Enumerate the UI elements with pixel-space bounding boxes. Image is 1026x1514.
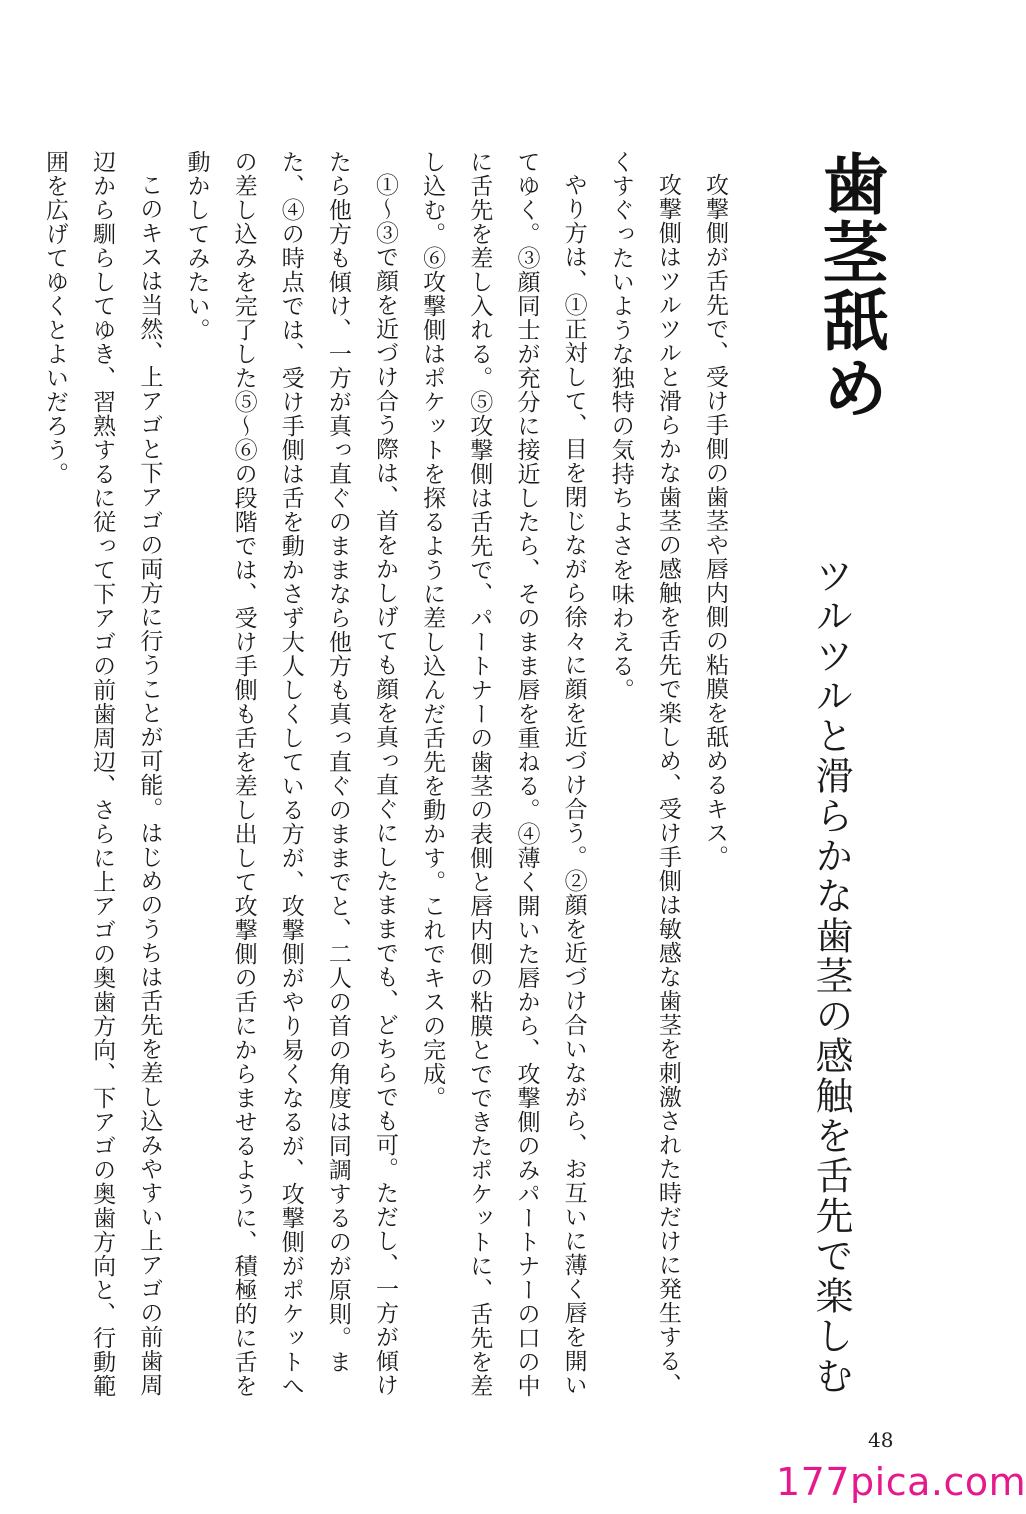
watermark: 177pica.com bbox=[776, 1460, 1026, 1504]
page-subtitle: ツルツルと滑らかな歯茎の感触を舌先で楽しむ bbox=[809, 556, 853, 1396]
body-paragraph: このキスは当然、上アゴと下アゴの両方に行うことが可能。はじめのうちは舌先を差し込みやすい上アゴの前歯周辺から馴らしてゆき、習熟するに従って下アゴの前歯周辺、さらに上アゴの奥歯方向、下アゴの奥歯方向と、行動範囲を広げてゆくとよいだろう。 bbox=[42, 150, 163, 1398]
page-number: 48 bbox=[868, 1428, 894, 1452]
page-title: 歯茎舐め bbox=[811, 150, 888, 422]
body-paragraph: ①〜③で顔を近づけ合う際は、首をかしげても顔を真っ直ぐにしたままでも、どちらでも可。ただし、一方が傾けたら他方も傾け、一方が真っ直ぐのままなら他方も真っ直ぐのままでと、二人の首の角度は同調するのが原則。また、④の時点では、受け手側は舌を動かさず大人しくしている方が、攻撃側がやり易くなるが、攻撃側がポケットへの差し込みを完了した⑤〜⑥の段階では、受け手側も舌を差し出して攻撃側の舌にからませるように、積極的に舌を動かしてみたい。 bbox=[183, 150, 399, 1398]
body-paragraph: 攻撃側はツルツルと滑らかな歯茎の感触を舌先で楽しめ、受け手側は敏感な歯茎を刺激された時だけに発生する、くすぐったいような独特の気持ちよさを味わえる。 bbox=[607, 150, 681, 1397]
body-paragraph: やり方は、①正対して、目を閉じながら徐々に顔を近づけ合う。②顔を近づけ合いながら、お互いに薄く唇を開いてゆく。③顔同士が充分に接近したら、そのまま唇を重ねる。④薄く開いた唇から、攻撃側のみパートナーの口の中に舌先を差し入れる。⑤攻撃側は舌先で、パートナーの歯茎の表側と唇内側の粘膜とでできたポケットに、舌先を差し込む。⑥攻撃側はポケットを探るように差し込んだ舌先を動かす。これでキスの完成。 bbox=[419, 150, 587, 1398]
body-text bbox=[42, 150, 738, 1400]
body-paragraph: 攻撃側が舌先で、受け手側の歯茎や唇内側の粘膜を舐めるキス。 bbox=[702, 173, 728, 869]
